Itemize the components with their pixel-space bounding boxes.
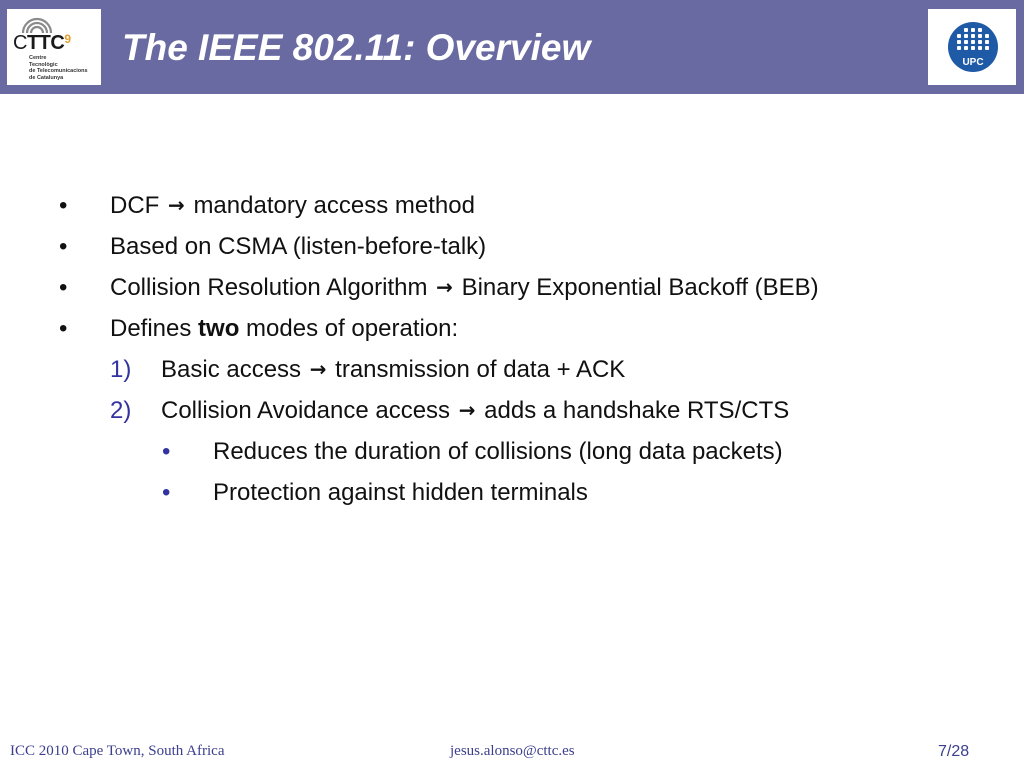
right-arrow-icon: →: [458, 398, 476, 422]
cttc-prefix: C: [13, 32, 27, 54]
footer-conference: ICC 2010 Cape Town, South Africa: [10, 743, 225, 759]
numbered-ca-before: Collision Avoidance access: [161, 397, 451, 424]
bullet-marker: •: [59, 274, 68, 301]
cttc-tagline-line: de Catalunya: [29, 74, 64, 81]
numbered-collision-avoidance: [161, 399, 789, 423]
numbered-ca-after: adds a handshake RTS/CTS: [484, 397, 790, 424]
bullet-dcf-after: mandatory access method: [193, 192, 475, 219]
cttc-tagline-line: Centre: [29, 55, 47, 61]
bullet-dcf-before: DCF: [110, 192, 160, 219]
upc-logo-text: UPC: [962, 57, 984, 68]
bullet-cra-before: Collision Resolution Algorithm: [110, 274, 428, 301]
bullet-marker: •: [59, 233, 68, 260]
bullet-marker: •: [59, 315, 68, 342]
sub-bullet-reduces-duration: Reduces the duration of collisions (long data packets): [213, 438, 783, 465]
sub-bullet-marker: •: [162, 438, 171, 465]
sub-bullet-hidden-terminals: Protection against hidden terminals: [213, 479, 588, 506]
bullet-cra-after: Binary Exponential Backoff (BEB): [461, 274, 819, 301]
cttc-tagline-line: Tecnològic: [29, 61, 58, 68]
numbered-marker: 1): [110, 356, 132, 383]
bullet-modes: [110, 317, 458, 341]
bullet-modes-bold: two: [198, 315, 240, 342]
bullet-csma: Based on CSMA (listen-before-talk): [110, 233, 487, 260]
cttc-tagline-line: de Telecomunicacions: [29, 68, 88, 74]
numbered-basic-after: transmission of data + ACK: [335, 356, 626, 383]
bullet-modes-before: Defines: [110, 315, 199, 342]
right-arrow-icon: →: [309, 357, 327, 381]
slide-title: The IEEE 802.11: Overview: [122, 27, 591, 68]
bullet-marker: •: [59, 192, 68, 219]
sub-bullet-marker: •: [162, 479, 171, 506]
bullet-modes-after: modes of operation:: [239, 315, 459, 342]
right-arrow-icon: →: [168, 193, 185, 217]
footer-email: jesus.alonso@cttc.es: [450, 743, 575, 759]
right-arrow-icon: →: [436, 275, 453, 299]
cttc-brand: TTC: [26, 32, 65, 54]
bullet-dcf: [110, 194, 475, 218]
numbered-basic-access: [161, 358, 625, 382]
footer-page-number: 7/28: [938, 743, 970, 760]
bullet-collision-resolution: [110, 276, 819, 300]
numbered-marker: 2): [110, 397, 132, 424]
numbered-basic-before: Basic access: [161, 356, 302, 383]
cttc-superscript: 9: [64, 32, 71, 46]
